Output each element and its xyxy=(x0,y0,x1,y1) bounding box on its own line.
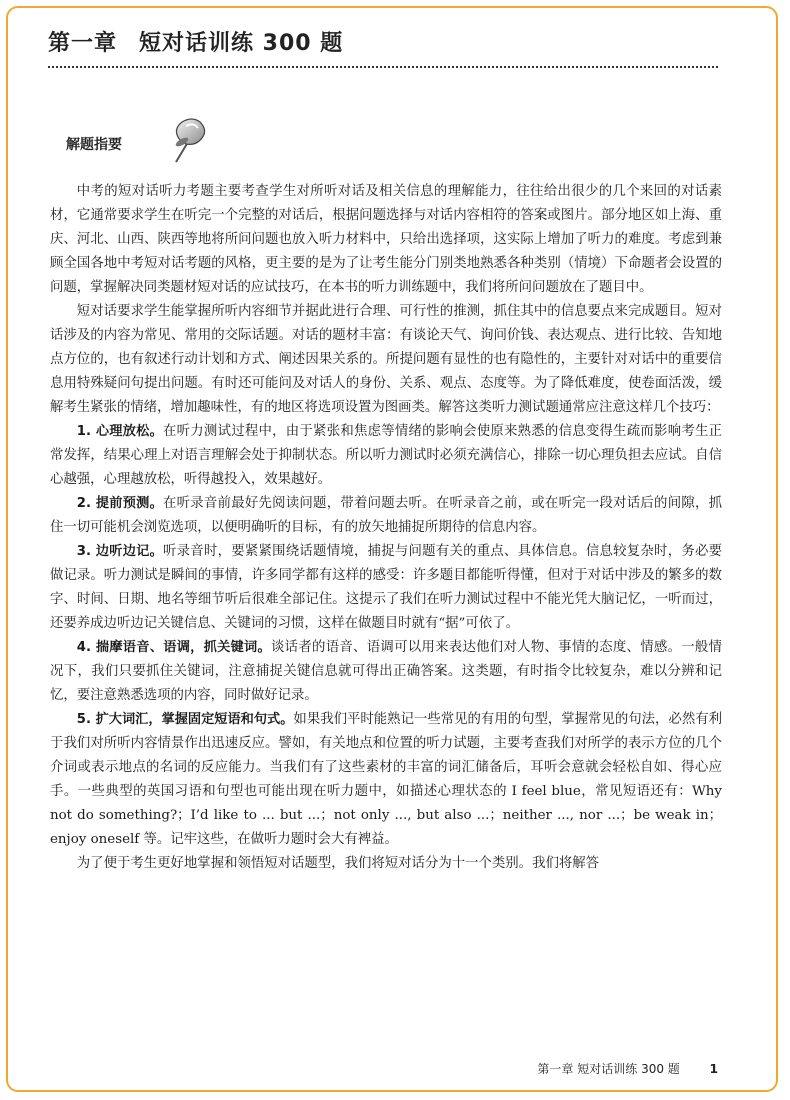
paragraph-text: 短对话要求学生能掌握所听内容细节并据此进行合理、可行性的推测，抓住其中的信息要点来完成题目。短对话涉及的内容为常见、常用的交际话题。对话的题材丰富：有谈论天气、询问价钱、表达观点、进行比较、告知地点方位的，也有叙述行动计划和方式、阐述因果关系的。所提问题有显性的也有隐性的，主要针对对话中的重要信息用特殊疑问句提出问题。有时还可能问及对话人的身份、关系、观点、态度等。为了降低难度，使卷面活泼，缓解考生紧张的情绪，增加趣味性，有的地区将选项设置为图画类。解答这类听力测试题通常应注意这样几个技巧： xyxy=(50,304,722,415)
chapter-label: 第一章 xyxy=(48,31,118,56)
paragraph xyxy=(50,492,722,540)
header-divider xyxy=(48,66,718,68)
paragraph-text: 谈话者的语音、语调可以用来表达他们对人物、事情的态度、情感。一般情况下，我们只要抓住关键词，注意捕捉关键信息就可得出正确答案。这类题，有时指令比较复杂，难以分辨和记忆，要注意熟悉选项的内容，同时做好记录。 xyxy=(50,640,722,703)
paragraph xyxy=(50,180,722,300)
pushpin-icon xyxy=(158,112,218,168)
paragraph xyxy=(50,540,722,636)
paragraph xyxy=(50,300,722,420)
paragraph-text: 如果我们平时能熟记一些常见的有用的句型，掌握常见的句法，必然有利于我们对所听内容情景作出迅速反应。譬如，有关地点和位置的听力试题，主要考查我们对所学的表示方位的几个介词或表示地点的名词的反应能力。当我们有了这些素材的丰富的词汇储备后，耳听会意就会轻松自如、得心应手。一些典型的英国习语和句型也可能出现在听力题中，如描述心理状态的 I feel blue，常见短语还有：Why not do something?；I’d like to ... but ...；not only ..., but also ...；neither ..., nor ...；be weak in；enjoy oneself 等。记牢这些，在做听力题时会大有裨益。 xyxy=(50,712,722,847)
tip-heading: 4. 揣摩语音、语调，抓关键词。 xyxy=(76,640,271,655)
paragraph xyxy=(50,636,722,708)
paragraph xyxy=(50,708,722,852)
tip-heading: 3. 边听边记。 xyxy=(76,544,164,559)
paragraph-text: 在听录音前最好先阅读问题，带着问题去听。在听录音之前，或在听完一段对话后的间隙，抓住一切可能机会浏览选项，以便明确听的目标，有的放矢地捕捉所期待的信息内容。 xyxy=(50,496,723,535)
guide-body xyxy=(50,180,722,876)
paragraph-text: 听录音时，要紧紧围绕话题情境，捕捉与问题有关的重点、具体信息。信息较复杂时，务必要做记录。听力测试是瞬间的事情，许多同学都有这样的感受：许多题目都能听得懂，但对于对话中涉及的繁多的数字、时间、日期、地名等细节听后很难全部记住。这提示了我们在听力测试过程中不能光凭大脑记忆，一听而过，还要养成边听边记关键信息、关键词的习惯，这样在做题目时就有“据”可依了。 xyxy=(50,544,723,631)
tip-heading: 1. 心理放松。 xyxy=(76,424,164,439)
chapter-title xyxy=(48,26,343,57)
paragraph xyxy=(50,420,722,492)
section-label: 解题指要 xyxy=(66,137,122,153)
tip-heading: 5. 扩大词汇，掌握固定短语和句式。 xyxy=(76,712,294,727)
tip-heading: 2. 提前预测。 xyxy=(76,496,164,511)
chapter-name: 短对话训练 300 题 xyxy=(139,31,344,56)
paragraph-text: 在听力测试过程中，由于紧张和焦虑等情绪的影响会使原来熟悉的信息变得生疏而影响考生正常发挥，结果心理上对语言理解会处于抑制状态。所以听力测试时必须充满信心，排除一切心理负担去应试。自信心越强，心理越放松，听得越投入，效果越好。 xyxy=(50,424,723,487)
footer-chapter-label: 第一章 xyxy=(537,1062,574,1076)
paragraph xyxy=(50,852,722,876)
paragraph-text: 为了便于考生更好地掌握和领悟短对话题型，我们将短对话分为十一个类别。我们将解答 xyxy=(76,856,600,871)
footer-chapter-title: 短对话训练 300 题 xyxy=(577,1062,680,1076)
page-footer xyxy=(537,1060,718,1077)
paragraph-text: 中考的短对话听力考题主要考查学生对所听对话及相关信息的理解能力，往往给出很少的几个来回的对话素材，它通常要求学生在听完一个完整的对话后，根据问题选择与对话内容相符的答案或图片。部分地区如上海、重庆、河北、山西、陕西等地将所问问题也放入听力材料中，只给出选择项，这实际上增加了听力的难度。考虑到兼顾全国各地中考短对话考题的风格，更主要的是为了让考生能分门别类地熟悉各种类别（情境）下命题者会设置的问题，掌握解决同类题材短对话的应试技巧，在本书的听力训练题中，我们将所问问题放在了题目中。 xyxy=(50,184,722,295)
page-number: 1 xyxy=(709,1062,718,1076)
